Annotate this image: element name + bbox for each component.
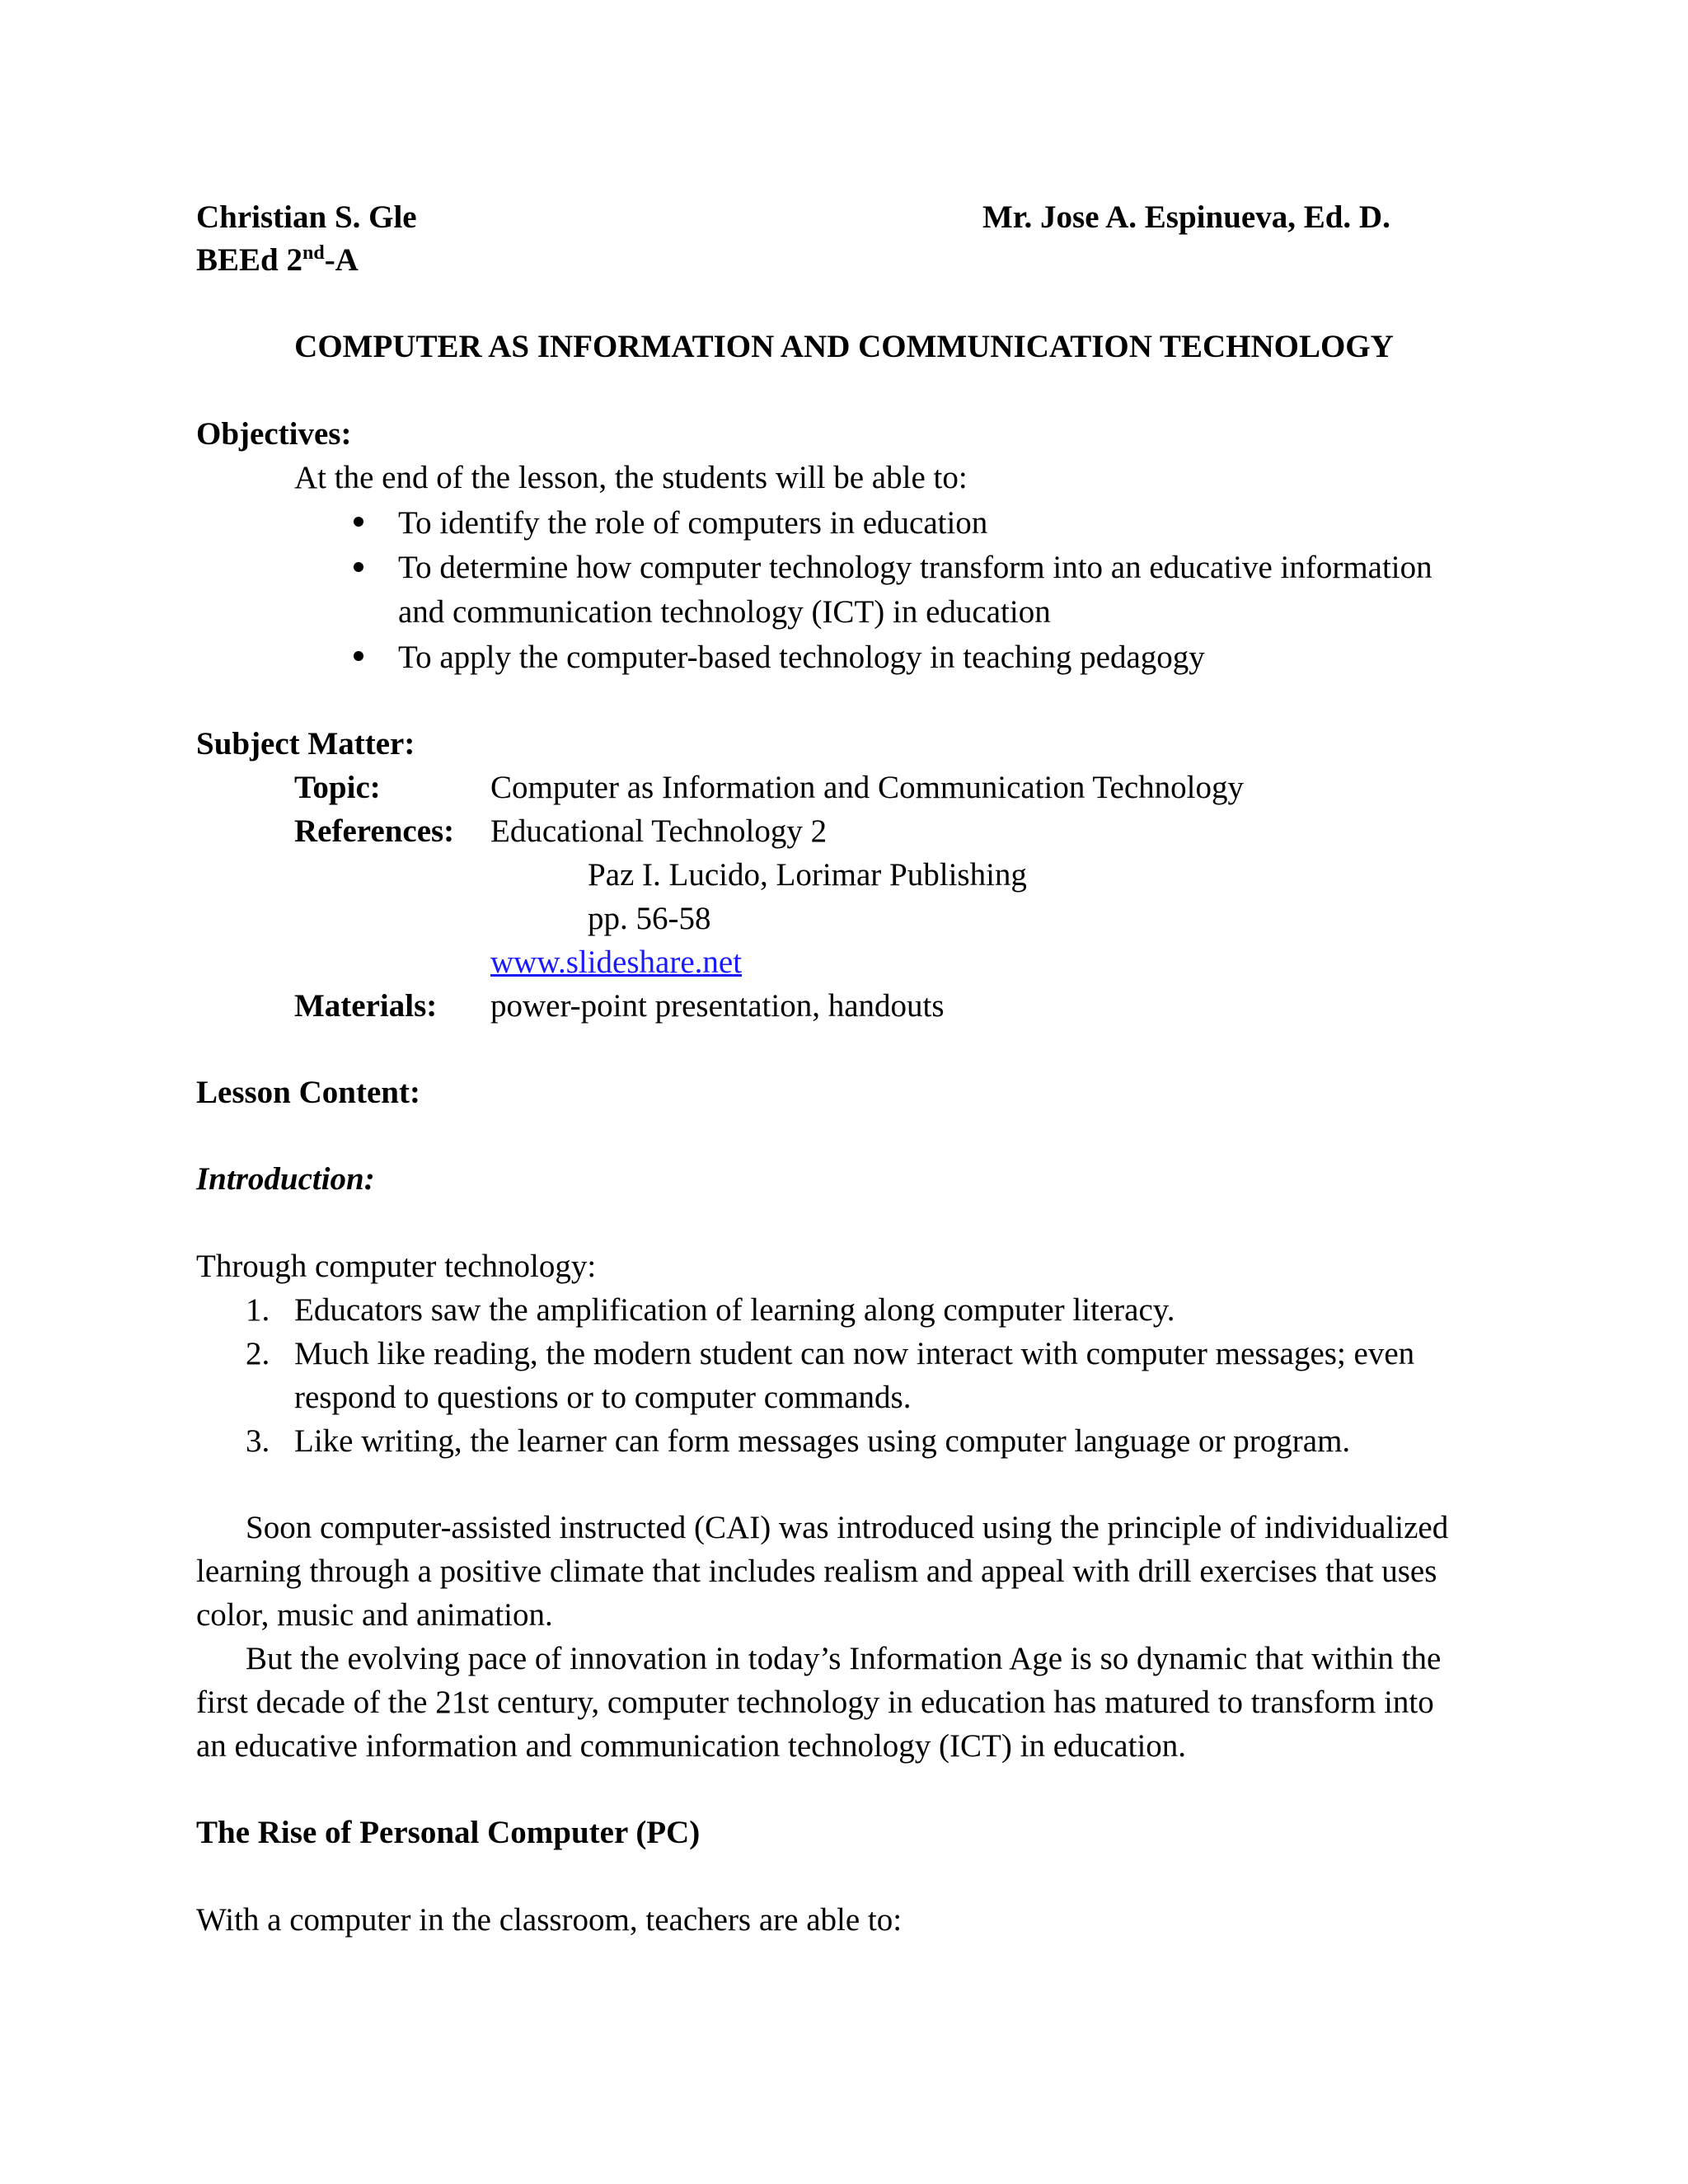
objective-item: To determine how computer technology transform into an educative information	[398, 550, 1432, 585]
bullet-icon	[354, 651, 363, 661]
list-item-continued: respond to questions or to computer commands.	[294, 1380, 912, 1415]
bullet-icon	[354, 517, 363, 527]
reference-item: Educational Technology 2	[490, 813, 828, 849]
paragraph-line: Soon computer-assisted instructed (CAI) was introduced using the principle of individualized	[246, 1510, 1449, 1545]
materials-label: Materials:	[294, 988, 438, 1024]
pc-heading: The Rise of Personal Computer (PC)	[196, 1815, 701, 1850]
topic-value: Computer as Information and Communication Technology	[490, 770, 1244, 805]
objective-item: To apply the computer-based technology in teaching pedagogy	[398, 640, 1205, 675]
list-number: 2.	[246, 1336, 270, 1371]
paragraph-line: an educative information and communication technology (ICT) in education.	[196, 1728, 1187, 1764]
objective-item-continued: and communication technology (ICT) in education	[398, 594, 1051, 630]
course-suffix: -A	[324, 242, 359, 278]
reference-item: pp. 56-58	[588, 901, 711, 936]
lesson-content-heading: Lesson Content:	[196, 1075, 420, 1110]
materials-value: power-point presentation, handouts	[490, 988, 945, 1024]
references-label: References:	[294, 813, 455, 849]
student-name: Christian S. Gle	[196, 199, 417, 235]
paragraph-line: first decade of the 21st century, computer technology in education has matured to transform into	[196, 1685, 1434, 1720]
list-item: Like writing, the learner can form messages using computer language or program.	[294, 1423, 1351, 1459]
course-section	[196, 244, 359, 276]
list-item: Much like reading, the modern student can now interact with computer messages; even	[294, 1336, 1415, 1371]
topic-label: Topic:	[294, 770, 381, 805]
list-number: 1.	[246, 1292, 270, 1328]
document-title: COMPUTER AS INFORMATION AND COMMUNICATION TECHNOLOGY	[294, 329, 1394, 364]
course-prefix: BEEd 2	[196, 242, 302, 278]
introduction-heading: Introduction:	[196, 1161, 375, 1197]
subject-matter-heading: Subject Matter:	[196, 726, 415, 762]
through-text: Through computer technology:	[196, 1249, 597, 1284]
objectives-heading: Objectives:	[196, 416, 352, 452]
pc-intro: With a computer in the classroom, teachers are able to:	[196, 1902, 903, 1938]
course-superscript: nd	[302, 242, 325, 264]
list-number: 3.	[246, 1423, 270, 1459]
list-item: Educators saw the amplification of learning along computer literacy.	[294, 1292, 1175, 1328]
instructor-name: Mr. Jose A. Espinueva, Ed. D.	[982, 199, 1390, 235]
paragraph-line: color, music and animation.	[196, 1597, 553, 1633]
reference-link[interactable]: www.slideshare.net	[490, 944, 743, 980]
objectives-intro: At the end of the lesson, the students will be able to:	[294, 460, 968, 495]
paragraph-line: learning through a positive climate that includes realism and appeal with drill exercises that uses	[196, 1554, 1437, 1589]
reference-item: Paz I. Lucido, Lorimar Publishing	[588, 857, 1027, 893]
paragraph-line: But the evolving pace of innovation in today’s Information Age is so dynamic that within the	[246, 1641, 1442, 1676]
objective-item: To identify the role of computers in education	[398, 505, 988, 541]
bullet-icon	[354, 562, 363, 572]
